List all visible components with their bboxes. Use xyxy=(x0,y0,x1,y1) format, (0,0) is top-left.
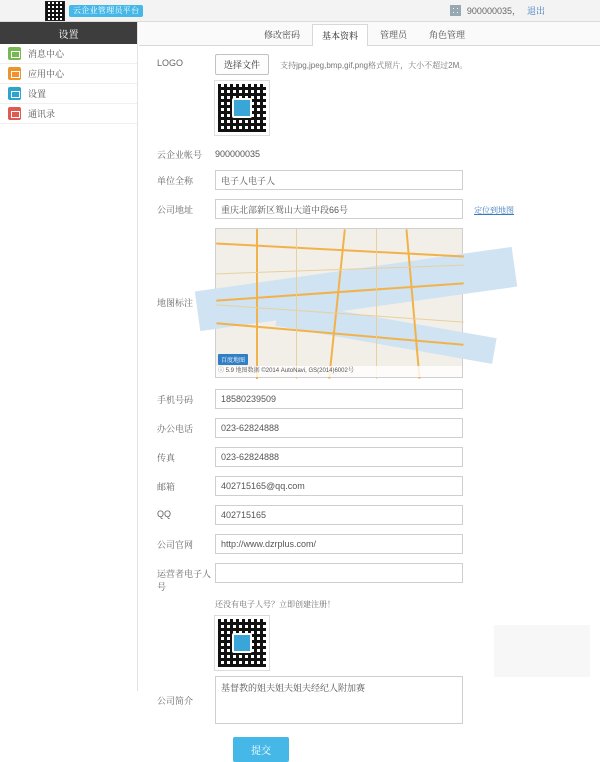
map-field xyxy=(215,228,586,378)
qr-code-icon xyxy=(215,616,269,670)
form-row-company-name xyxy=(139,170,586,190)
email-label: 邮箱 xyxy=(157,482,176,492)
logo-field xyxy=(215,54,586,135)
map-road-minor xyxy=(376,229,377,379)
office-phone-label: 办公电话 xyxy=(157,424,194,434)
map-label: 地图标注 xyxy=(157,298,194,308)
mobile-field xyxy=(215,389,586,409)
apps-icon xyxy=(8,67,21,80)
account-label: 云企业帐号 xyxy=(157,150,203,160)
register-note-spacer xyxy=(139,597,215,601)
form-row-office-phone xyxy=(139,418,586,438)
qq-label: QQ xyxy=(157,509,172,519)
logout-link[interactable]: 退出 xyxy=(526,6,545,16)
account-value: 900000035 xyxy=(215,149,261,159)
form-row-logo xyxy=(139,54,586,135)
mail-icon xyxy=(8,47,21,60)
operator-id-field xyxy=(215,563,586,583)
top-bar xyxy=(0,0,600,22)
map-provider-badge: 百度地图 xyxy=(218,354,248,365)
intro-textarea[interactable] xyxy=(215,676,463,724)
tab-bar xyxy=(139,22,600,46)
map-road-minor xyxy=(296,229,297,379)
map-canvas[interactable] xyxy=(215,228,463,378)
qr-code-icon xyxy=(215,81,269,135)
website-input[interactable] xyxy=(215,534,463,554)
email-field xyxy=(215,476,586,496)
address-label: 公司地址 xyxy=(157,205,194,215)
register-note-text[interactable]: 还没有电子人号？立即创建注册！ xyxy=(215,600,335,609)
company-name-input[interactable] xyxy=(215,170,463,190)
content-area xyxy=(139,22,600,757)
form-row-email xyxy=(139,476,586,496)
form-row-submit xyxy=(139,737,586,762)
fax-field xyxy=(215,447,586,467)
contacts-icon xyxy=(8,107,21,120)
map-road xyxy=(216,243,464,258)
form-row-intro xyxy=(139,676,586,727)
website-label: 公司官网 xyxy=(157,540,194,550)
operator-id-label: 运营者电子人号 xyxy=(157,569,212,592)
logo-hint: 支持jpg,jpeg,bmp,gif,png格式照片，大小不超过2M。 xyxy=(280,61,468,70)
sidebar-item-label: 消息中心 xyxy=(28,49,65,59)
form-row-account xyxy=(139,144,586,161)
locate-on-map-link[interactable]: 定位到地图 xyxy=(474,205,515,215)
mobile-label: 手机号码 xyxy=(157,395,194,405)
tab-change-password[interactable]: 修改密码 xyxy=(264,30,301,40)
form-row-website xyxy=(139,534,586,554)
account-field xyxy=(215,144,586,159)
form-row-fax xyxy=(139,447,586,467)
sidebar-item-contacts[interactable] xyxy=(0,104,137,124)
address-input[interactable] xyxy=(215,199,463,219)
overlay-placeholder xyxy=(494,625,590,677)
grid-apps-icon[interactable] xyxy=(450,5,461,16)
qr-code-icon xyxy=(45,1,65,21)
map-road xyxy=(405,229,420,379)
qq-field xyxy=(215,505,586,525)
logo-label: LOGO xyxy=(157,58,184,68)
intro-field xyxy=(215,676,586,727)
sidebar xyxy=(0,22,138,691)
fax-label: 传真 xyxy=(157,453,176,463)
form-row-address xyxy=(139,199,586,219)
operator-id-input[interactable] xyxy=(215,563,463,583)
sidebar-item-messages[interactable] xyxy=(0,44,137,64)
gear-icon xyxy=(8,87,21,100)
website-field xyxy=(215,534,586,554)
office-phone-input[interactable] xyxy=(215,418,463,438)
address-field xyxy=(215,199,586,219)
form-row-map xyxy=(139,228,586,378)
sidebar-item-apps[interactable] xyxy=(0,64,137,84)
tab-basic-info[interactable]: 基本资料 xyxy=(312,24,368,46)
sidebar-item-label: 通讯录 xyxy=(28,109,56,119)
company-name-field xyxy=(215,170,586,190)
sidebar-item-settings[interactable] xyxy=(0,84,137,104)
form-row-qq xyxy=(139,505,586,525)
office-phone-field xyxy=(215,418,586,438)
mobile-input[interactable] xyxy=(215,389,463,409)
top-bar-right xyxy=(450,4,545,17)
brand-title: 云企业管理员平台 xyxy=(69,5,143,17)
tab-admins[interactable]: 管理员 xyxy=(380,30,408,40)
qq-input[interactable] xyxy=(215,505,463,525)
choose-file-button[interactable]: 选择文件 xyxy=(215,54,269,75)
submit-button[interactable]: 提交 xyxy=(233,737,289,762)
sidebar-title: 设置 xyxy=(0,22,137,44)
tab-roles[interactable]: 角色管理 xyxy=(429,30,466,40)
map-attribution: ⓘ 5.9 地图数据 ©2014 AutoNavi, GS(2014)6002号 xyxy=(216,366,462,377)
company-name-label: 单位全称 xyxy=(157,176,194,186)
form-row-mobile xyxy=(139,389,586,409)
form-row-operator-id xyxy=(139,563,586,593)
sidebar-item-label: 应用中心 xyxy=(28,69,65,79)
map-road xyxy=(256,229,258,379)
intro-label: 公司简介 xyxy=(157,696,194,706)
account-label: 900000035， xyxy=(466,6,521,16)
fax-input[interactable] xyxy=(215,447,463,467)
sidebar-menu xyxy=(0,44,137,124)
sidebar-item-label: 设置 xyxy=(28,89,47,99)
email-input[interactable] xyxy=(215,476,463,496)
